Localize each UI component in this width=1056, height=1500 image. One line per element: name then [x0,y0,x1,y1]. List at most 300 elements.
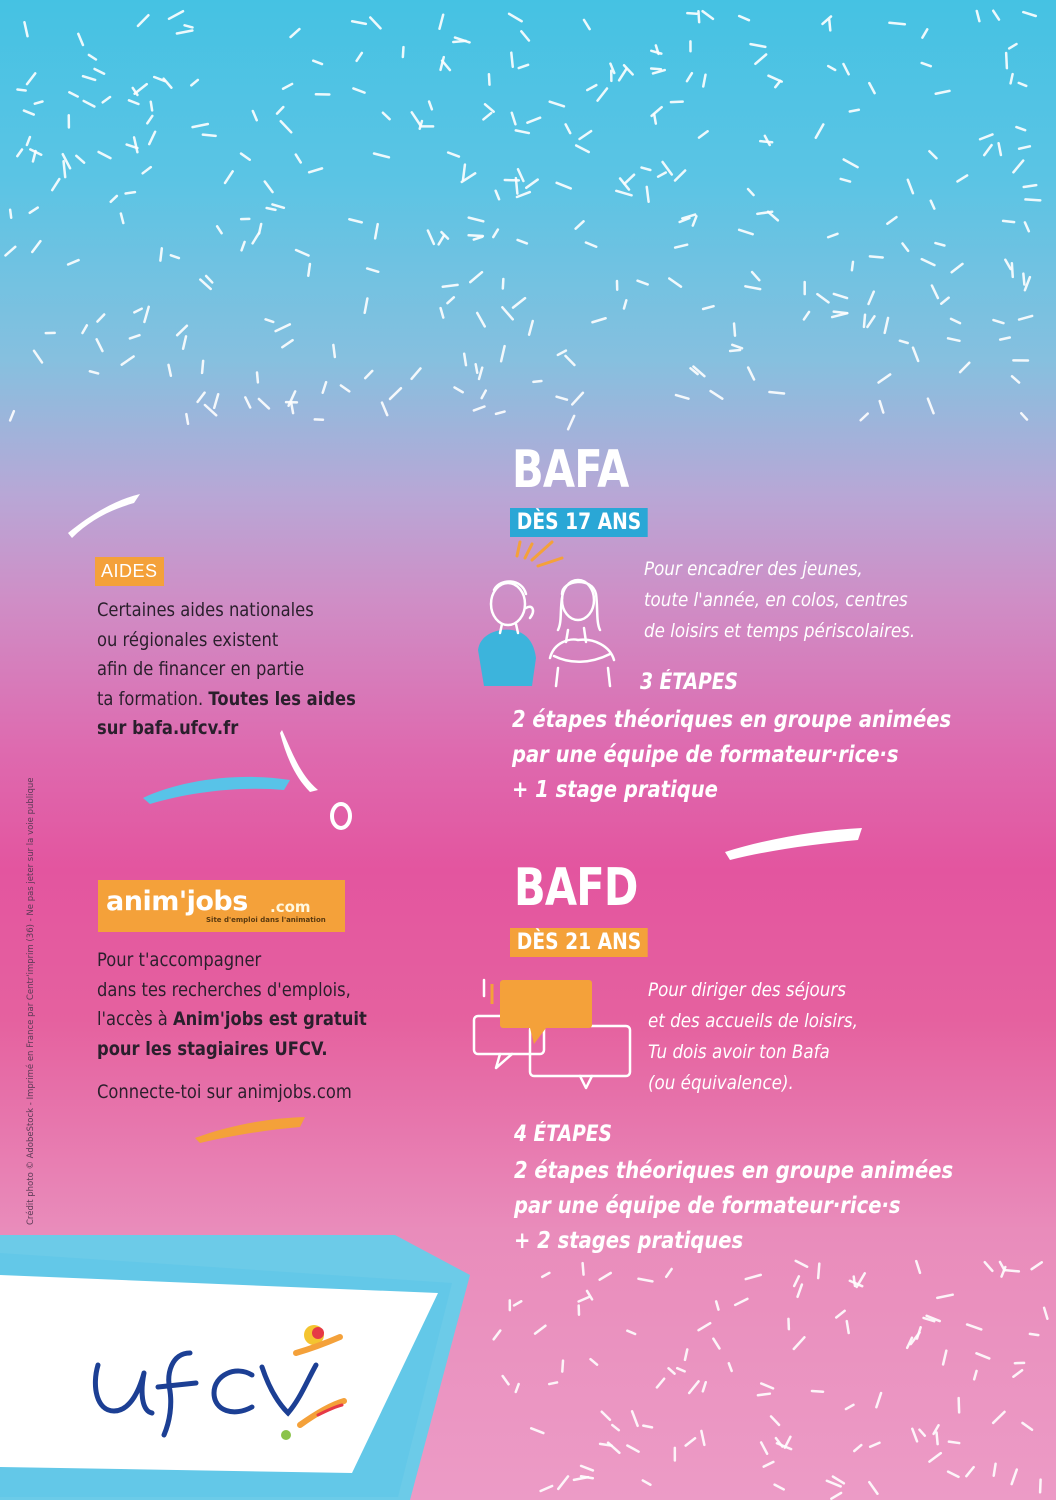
confetti-mark [676,395,689,399]
confetti-mark [52,179,59,190]
confetti-mark [993,11,999,20]
confetti-mark [479,368,482,379]
confetti-mark [734,324,735,336]
confetti-mark [624,175,634,184]
confetti-mark [592,318,605,322]
confetti-mark [32,241,40,252]
confetti-mark [496,412,505,414]
white-brush-stroke [68,494,140,538]
confetti-mark [1023,12,1036,16]
aides-link-url: sur bafa.ufcv.fr [97,717,239,739]
confetti-mark [934,1425,939,1434]
confetti-mark [580,131,592,139]
confetti-mark [282,340,292,347]
confetti-mark [993,1412,1004,1423]
confetti-mark [448,153,459,157]
confetti-mark [526,180,537,188]
confetti-mark [651,68,661,69]
confetti-mark [296,155,301,163]
animjobs-logo-domain: .com [270,898,311,916]
confetti-mark [127,145,138,149]
bafa-age-badge: DÈS 17 ANS [510,508,648,537]
confetti-mark [1025,199,1040,200]
confetti-mark [624,65,633,74]
confetti-mark [693,367,704,377]
animjobs-line: Pour t'accompagner [97,949,262,971]
confetti-mark [794,1276,799,1286]
confetti-mark [776,1438,782,1447]
white-brush-stroke [725,828,862,860]
confetti-mark [177,31,192,34]
confetti-mark [455,38,470,43]
confetti-mark [97,339,103,351]
confetti-mark [111,196,117,202]
confetti-mark [33,151,36,161]
confetti-mark [1012,1470,1017,1484]
confetti-mark [267,208,276,210]
confetti-mark [902,244,908,251]
confetti-mark [143,167,151,173]
confetti-mark [542,1273,549,1277]
aides-badge: AIDES [95,557,164,586]
aides-line: Certaines aides nationales [97,599,314,621]
confetti-mark [846,1405,854,1409]
confetti-mark [1019,146,1030,148]
confetti-mark [516,178,517,193]
confetti-mark [827,1481,841,1487]
bafa-description [644,554,915,647]
confetti-mark [666,1269,671,1277]
confetti-mark [752,272,759,280]
confetti-mark [474,406,485,410]
two-people-talking-illustration [470,538,645,693]
confetti-mark [503,279,504,288]
confetti-mark [663,162,672,175]
confetti-mark [757,212,772,214]
confetti-mark [850,110,859,112]
confetti-mark [879,374,891,382]
confetti-mark [657,1379,664,1388]
confetti-mark [558,351,566,355]
confetti-mark [703,306,713,309]
confetti-mark [185,25,193,27]
confetti-mark [531,1428,543,1433]
confetti-mark [374,154,389,158]
confetti-mark [675,245,687,248]
confetti-mark [365,299,368,313]
confetti-mark [587,85,596,90]
confetti-mark [1011,74,1013,83]
confetti-mark [177,326,187,335]
confetti-mark [83,76,95,80]
confetti-mark [761,1442,767,1453]
confetti-mark [164,79,172,88]
aides-link-text: Toutes les aides [208,687,356,710]
confetti-mark [600,1273,611,1280]
confetti-mark [680,218,690,222]
confetti-mark [931,201,935,209]
confetti-mark [572,393,583,405]
confetti-mark [27,137,30,145]
confetti-mark [627,1446,638,1452]
confetti-mark [375,224,378,238]
confetti-mark [834,294,847,298]
confetti-mark [932,286,938,299]
confetti-mark [349,219,361,222]
confetti-mark [966,1467,973,1476]
confetti-mark [147,116,152,123]
confetti-mark [739,230,753,234]
confetti-mark [485,104,494,111]
confetti-mark [984,145,991,155]
confetti-mark [584,20,590,29]
confetti-mark [817,294,828,302]
confetti-mark [420,121,422,129]
confetti-mark [154,77,165,81]
confetti-mark [134,309,141,313]
confetti-mark [587,1291,592,1299]
confetti-mark [854,1277,855,1286]
confetti-mark [937,1433,938,1445]
confetti-mark [831,1493,841,1499]
confetti-mark [565,356,574,365]
animjobs-connect: Connecte-toi sur animjobs.com [97,1081,352,1103]
confetti-mark [929,151,936,158]
bafa-steps-title: 3 ÉTAPES [640,670,739,695]
confetti-mark [503,1376,509,1384]
confetti-mark [751,44,766,47]
confetti-mark [483,113,491,119]
confetti-mark [1019,316,1032,320]
confetti-mark [64,161,66,177]
confetti-mark [84,101,95,107]
confetti-mark [761,1383,773,1388]
confetti-mark [516,130,529,133]
confetti-mark [610,64,614,73]
confetti-mark [382,403,387,416]
confetti-mark [716,1301,718,1309]
bafd-description-line: et des accueils de loisirs, [648,1010,858,1032]
confetti-mark [768,76,781,82]
confetti-mark [353,88,364,92]
confetti-mark [390,388,401,399]
confetti-mark [1019,83,1027,86]
confetti-mark [758,1394,770,1396]
confetti-mark [1025,222,1029,231]
confetti-mark [482,391,486,399]
confetti-mark [82,325,86,333]
confetti-mark [130,335,140,338]
confetti-mark [17,89,25,90]
confetti-mark [669,1368,675,1373]
confetti-mark [323,382,326,393]
confetti-mark [568,416,574,429]
confetti-mark [911,1332,920,1344]
confetti-mark [95,69,105,74]
bafd-description-line: Tu dois avoir ton Bafa [648,1041,830,1063]
confetti-mark [687,13,696,14]
confetti-mark [656,45,659,53]
confetti-mark [957,175,967,181]
confetti-mark [558,1476,568,1489]
bafd-title: BAFD [514,858,638,918]
confetti-mark [949,1442,959,1443]
confetti-mark [469,218,484,222]
confetti-mark [976,1353,989,1358]
confetti-mark [138,15,148,26]
confetti-mark [576,145,589,152]
confetti-mark [144,307,148,322]
confetti-mark [916,1261,920,1273]
confetti-mark [214,394,218,408]
confetti-mark [242,242,245,250]
confetti-mark [889,23,904,24]
confetti-mark [927,1316,940,1321]
animjobs-line-bold: Anim'jobs est gratuit [172,1008,367,1030]
confetti-mark [745,286,760,289]
confetti-mark [794,1337,805,1349]
confetti-mark [730,350,740,351]
confetti-mark [518,169,523,181]
confetti-mark [885,318,888,333]
bafd-steps [514,1154,953,1259]
confetti-mark [1006,53,1007,68]
confetti-mark [1003,221,1014,222]
confetti-mark [5,247,15,256]
confetti-mark [812,1391,823,1392]
confetti-mark [746,1275,761,1279]
confetti-mark [929,1453,940,1461]
confetti-mark [557,397,567,400]
confetti-mark [149,132,155,144]
confetti-mark [253,233,259,244]
confetti-mark [686,1438,695,1445]
confetti-mark [699,1323,711,1330]
confetti-mark [638,281,648,285]
confetti-mark [535,1326,545,1334]
confetti-mark [713,1339,719,1349]
confetti-mark [627,1331,635,1334]
confetti-mark [134,137,137,152]
confetti-mark [171,255,179,258]
confetti-mark [967,1324,981,1329]
confetti-mark [272,204,283,207]
confetti-mark [245,397,250,407]
confetti-mark [583,1263,584,1275]
confetti-mark [90,371,98,373]
confetti-mark [169,11,183,19]
confetti-mark [200,280,210,289]
confetti-mark [796,1261,807,1267]
confetti-mark [841,179,850,182]
confetti-mark [333,345,335,357]
aides-line-plain: ta formation. [97,687,209,710]
aides-text [97,596,356,744]
confetti-mark [1023,274,1024,285]
animjobs-logo-tagline: Site d'emploi dans l'animation [206,916,326,924]
confetti-mark [474,237,482,240]
confetti-mark [703,1382,706,1391]
confetti-mark [205,405,216,415]
confetti-mark [516,1384,519,1392]
confetti-mark [775,81,780,87]
confetti-mark [869,1482,877,1494]
confetti-mark [441,308,444,317]
confetti-mark [1012,263,1013,277]
confetti-mark [521,31,529,40]
confetti-mark [291,404,293,413]
confetti-mark [463,165,465,180]
confetti-mark [1022,1423,1032,1430]
confetti-mark [160,248,161,260]
confetti-mark [869,83,874,93]
confetti-mark [870,256,883,257]
confetti-mark [867,316,874,327]
confetti-mark [357,53,362,61]
confetti-mark [576,221,584,228]
confetti-mark [691,368,698,374]
animjobs-line [97,1005,367,1035]
confetti-mark [470,272,482,282]
confetti-mark [30,149,41,154]
confetti-mark [739,16,749,20]
confetti-mark [277,107,283,114]
confetti-mark [948,1472,958,1477]
confetti-mark [687,73,692,81]
confetti-mark [854,1445,861,1451]
aides-line: afin de financer en partie [97,658,305,680]
confetti-mark [581,1466,593,1471]
confetti-mark [960,363,969,372]
confetti-mark [1021,413,1027,419]
confetti-mark [529,321,533,335]
confetti-mark [511,53,512,67]
confetti-mark [616,191,631,195]
confetti-mark [591,1359,598,1365]
confetti-mark [341,385,349,391]
confetti-mark [135,84,147,94]
confetti-mark [97,314,104,321]
animjobs-line-bold: pour les stagiaires UFCV. [97,1037,328,1060]
confetti-mark [1000,1262,1005,1270]
confetti-mark [913,348,918,361]
confetti-mark [887,217,896,224]
confetti-mark [669,278,681,286]
confetti-mark [850,1281,862,1286]
confetti-mark [99,152,111,158]
confetti-mark [35,101,43,103]
confetti-mark [689,1381,698,1393]
confetti-mark [1032,1262,1042,1269]
confetti-mark [265,182,273,193]
confetti-mark [103,97,110,102]
bafd-description [648,975,858,1099]
animjobs-line: dans tes recherches d'emplois, [97,978,351,1001]
confetti-mark [941,298,948,304]
confetti-mark [76,156,84,163]
confetti-mark [832,313,847,317]
confetti-mark [632,1411,638,1425]
confetti-mark [829,20,830,30]
confetti-mark [69,92,77,96]
confetti-mark [857,1273,865,1287]
confetti-mark [502,307,512,319]
confetti-mark [703,11,713,19]
confetti-mark [833,1477,844,1484]
confetti-mark [977,11,980,21]
confetti-mark [671,102,683,103]
confetti-mark [924,1318,935,1321]
confetti-mark [834,312,847,313]
confetti-mark [677,1368,684,1371]
confetti-mark [367,268,378,271]
confetti-mark [619,69,626,80]
confetti-mark [755,55,766,64]
bafa-steps-line: 2 étapes théoriques en groupe animées [512,707,952,733]
confetti-mark [579,1297,589,1301]
confetti-mark [126,192,135,193]
confetti-mark [777,1443,791,1449]
orange-brush-stroke [195,1117,305,1143]
confetti-mark [1013,1370,1022,1377]
confetti-mark [876,1393,881,1407]
confetti-mark [732,345,742,349]
confetti-mark [764,1462,774,1467]
confetti-mark [985,1262,993,1271]
blue-brush-stroke [143,777,290,804]
confetti-mark [566,124,571,133]
confetti-mark [225,171,233,183]
confetti-mark [383,113,390,119]
confetti-mark [151,102,152,111]
confetti-mark [276,324,290,331]
confetti-mark [455,387,463,392]
bafa-description-line: de loisirs et temps périscolaires. [644,620,916,642]
bafd-steps-title: 4 ÉTAPES [514,1122,613,1147]
confetti-mark [769,392,784,394]
confetti-mark [1016,127,1025,130]
confetti-mark [412,368,421,378]
confetti-mark [259,399,269,408]
confetti-mark [828,234,837,237]
confetti-mark [870,1443,879,1447]
confetti-mark [24,22,27,36]
confetti-mark [10,411,14,420]
aides-line [97,685,356,715]
confetti-mark [513,298,525,307]
confetti-mark [682,215,695,219]
bafd-steps-line: + 2 stages pratiques [514,1228,744,1254]
confetti-mark [948,338,959,341]
confetti-mark [441,57,444,70]
confetti-mark [912,1429,917,1442]
confetti-mark [760,141,772,142]
confetti-mark [919,1430,924,1436]
confetti-mark [439,236,444,245]
confetti-mark [34,351,42,363]
confetti-mark [880,401,884,412]
confetti-mark [651,51,661,54]
confetti-mark [291,29,300,37]
confetti-mark [818,1264,819,1278]
ufcv-logo-banner [0,1235,470,1500]
confetti-mark [541,1486,553,1491]
confetti-mark [183,336,186,348]
confetti-mark [308,264,310,276]
confetti-mark [612,1425,618,1430]
confetti-mark [169,365,171,376]
confetti-mark [999,143,1001,155]
